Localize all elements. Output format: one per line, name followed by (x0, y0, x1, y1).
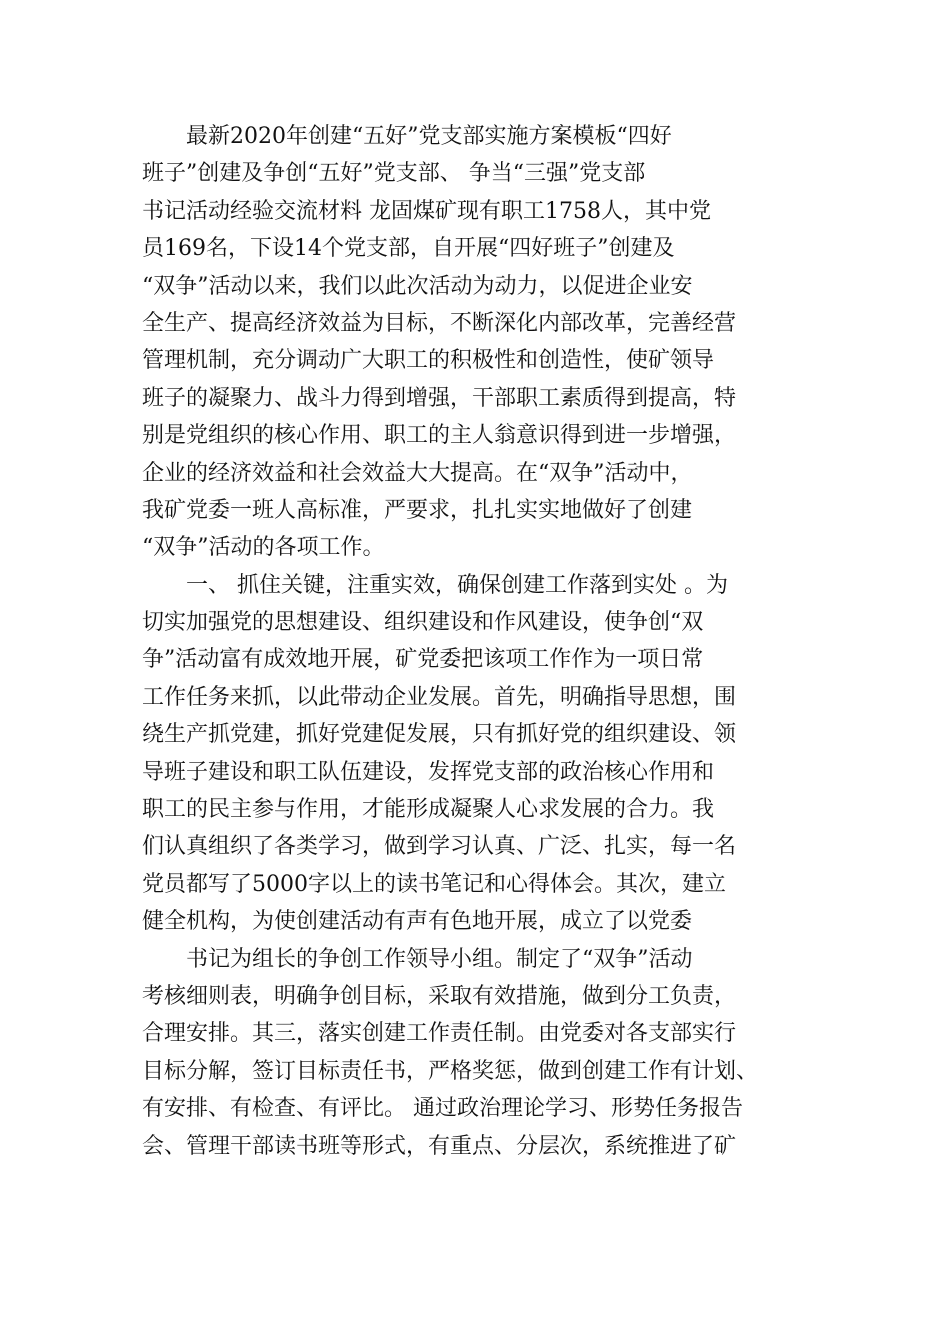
text-line: 书记为组长的争创工作领导小组。制定了“双争”活动 (186, 946, 693, 972)
text-line: 健全机构，为使创建活动有声有色地开展，成立了以党委 (142, 909, 693, 935)
document-body (142, 118, 832, 1165)
text-line: 全生产、提高经济效益为目标，不断深化内部改革，完善经营 (142, 310, 737, 336)
text-line: 们认真组织了各类学习，做到学习认真、广泛、扎实，每一名 (142, 834, 737, 860)
text-line: 有安排、有检查、有评比。 通过政治理论学习、形势任务报告 (142, 1096, 743, 1122)
text-line: 会、管理干部读书班等形式，有重点、分层次，系统推进了矿 (142, 1133, 737, 1159)
text-line: 班子的凝聚力、战斗力得到增强，干部职工素质得到提高，特 (142, 385, 737, 411)
text-line: 绕生产抓党建，抓好党建促发展，只有抓好党的组织建设、领 (142, 722, 737, 748)
text-line: 我矿党委一班人高标准，严要求，扎扎实实地做好了创建 (142, 497, 693, 523)
text-line: 职工的民主参与作用，才能形成凝聚人心求发展的合力。我 (142, 797, 715, 823)
text-line: 党员都写了5000字以上的读书笔记和心得体会。其次，建立 (142, 871, 726, 897)
text-line: “双争”活动的各项工作。 (142, 535, 385, 561)
text-line: 合理安排。其三，落实创建工作责任制。由党委对各支部实行 (142, 1021, 737, 1047)
text-line: 班子”创建及争创“五好”党支部、 争当“三强”党支部 (142, 161, 646, 187)
text-line: 员169名，下设14个党支部，自开展“四好班子”创建及 (142, 236, 675, 262)
text-line: 考核细则表，明确争创目标，采取有效措施，做到分工负责， (142, 983, 737, 1009)
text-line: “双争”活动以来，我们以此次活动为动力，以促进企业安 (142, 273, 693, 299)
text-line: 切实加强党的思想建设、组织建设和作风建设，使争创“双 (142, 610, 704, 636)
text-line: 企业的经济效益和社会效益大大提高。在“双争”活动中， (142, 460, 693, 486)
text-line: 工作任务来抓，以此带动企业发展。首先，明确指导思想，围 (142, 684, 737, 710)
text-line: 最新2020年创建“五好”党支部实施方案模板“四好 (186, 124, 672, 149)
text-line: 目标分解，签订目标责任书，严格奖惩，做到创建工作有计划、 (142, 1058, 759, 1084)
text-line: 争”活动富有成效地开展，矿党委把该项工作作为一项日常 (142, 647, 704, 673)
text-line: 导班子建设和职工队伍建设，发挥党支部的政治核心作用和 (142, 759, 715, 785)
text-line: 别是党组织的核心作用、职工的主人翁意识得到进一步增强， (142, 423, 737, 449)
text-line: 书记活动经验交流材料 龙固煤矿现有职工1758人，其中党 (142, 198, 711, 224)
section-heading-line: 一、 抓住关键，注重实效，确保创建工作落到实处 。为 (186, 572, 728, 598)
text-line: 管理机制，充分调动广大职工的积极性和创造性，使矿领导 (142, 348, 715, 374)
